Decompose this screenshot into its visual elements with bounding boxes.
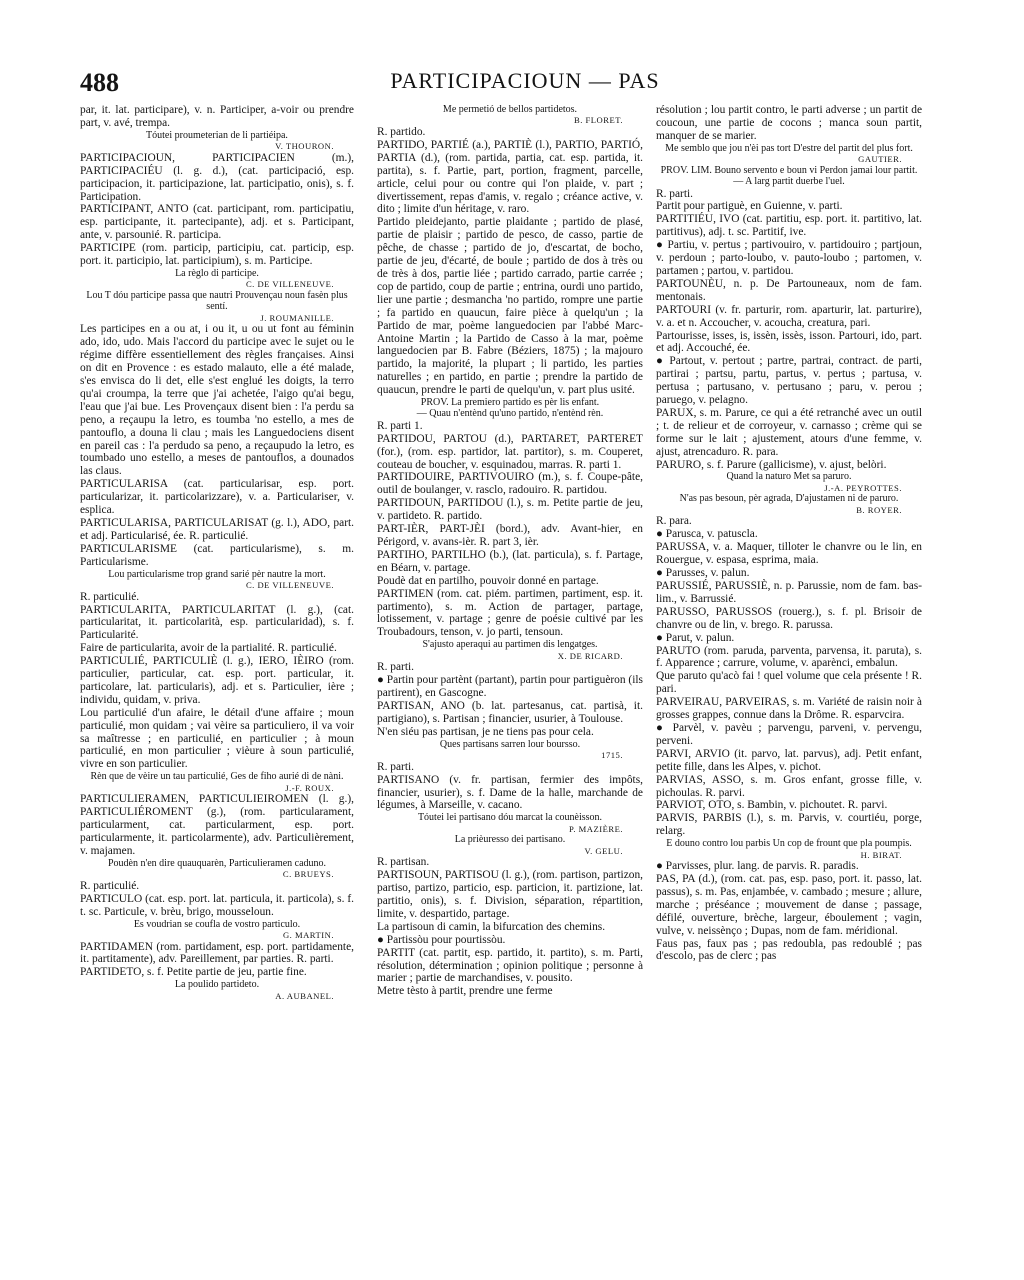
dictionary-entry: PARTOURI (v. fr. parturir, rom. aparturir, lat. parturire), v. a. et n. Accoucher, v. acoucha, creatura, pari. [656,303,922,329]
page-number: 488 [80,68,119,97]
dictionary-entry: PART-IÈR, PART-JÈI (bord.), adv. Avant-hier, en Périgord, v. avans-ièr. R. part 3, ièr. [377,523,643,548]
dictionary-entry: PARTIDOU, PARTOU (d.), PARTARET, PARTERET (for.), (rom. esp. partidor, lat. partitor), s. m. Couperet, couteau de boucher, v. esquinadou, marras. R. parti 1. [377,432,643,471]
quote-author: 1715. [601,750,623,761]
dictionary-entry: PAS, PA (d.), (rom. cat. pas, esp. paso, port. it. passo, lat. passus), s. m. Pas, enjambée, v. cambado ; mesure ; allure, marche ; préséance ; mouvement de danse ; passage, défilé, ouverture, brèche, largeur, éboulement ; vagin, vulve, v. neissènço ; Dupas, nom de fam. méridional. [656,873,922,937]
quote-author: J.-A. PEYROTTES. [824,482,902,493]
quote-author: J. ROUMANILLE. [260,312,334,323]
dictionary-entry: PARTISANO (v. fr. partisan, fermier des impôts, financier, usurier), s. f. Dame de la halle, marchande de légumes, à Marseille, v. cacano. [377,773,643,812]
dictionary-entry: PARTICULARISA (cat. particularisar, esp. port. particularizar, it. particolarizzare), v. a. Particulariser, v. esplica. [80,478,354,517]
dictionary-entry: Partourisse, isses, is, issèn, issès, isson. Partouri, ido, part. et adj. Accouché, ée. [656,329,922,355]
dictionary-entry: R. parti 1. [377,419,423,432]
dictionary-entry: R. partisan. [377,856,430,869]
text-column-right [656,104,922,963]
dictionary-entry: Partit pour partiguè, en Guienne, v. parti. [656,200,843,213]
dictionary-entry: PARTICULIERAMEN, PARTICULIEIROMEN (l. g.), PARTICULIÉROMENT (g.), (rom. particularament, particularment, cat. particularment, esp. port. particularmente, it. particolarmente), adv. Particulièrement, v. majamen. [80,793,354,857]
dictionary-entry: Metre tèsto à partit, prendre une ferme [377,985,553,998]
dictionary-entry: PARTIT (cat. partit, esp. partido, it. partito), s. m. Parti, résolution, détermination ; opinion politique ; personne à marier ; partie de marchandises, v. pousito. [377,946,643,985]
quotation: — Quau n'entènd qu'uno partido, n'entènd rèn. [416,408,604,420]
running-title: PARTICIPACIOUN — PAS [390,68,660,93]
dictionary-entry: Que paruto qu'acò fai ! quel volume que cela présente ! R. pari. [656,670,922,696]
quotation: Lou particularisme trop grand sarié pèr nautre la mort. [108,568,326,580]
quote-author: C. DE VILLENEUVE. [245,279,334,290]
dictionary-entry: PARVEIRAU, PARVEIRAS, s. m. Variété de raisin noir à grosses grappes, connue dans la Drôme. R. esparvcira. [656,696,922,722]
dictionary-entry: ● Parvèl, v. pavèu ; parvengu, parveni, v. pervengu, perveni. [656,721,922,747]
dictionary-entry: PARUSSIÉ, PARUSSIÈ, n. p. Parussie, nom de fam. bas-lim., v. Barrussié. [656,580,922,605]
quote-author: A. AUBANEL. [275,990,334,1001]
dictionary-entry: PARTOUNÈU, n. p. De Partouneaux, nom de fam. mentonais. [656,277,922,303]
text-column-left [80,104,354,1001]
quote-author: X. DE RICARD. [557,650,623,661]
dictionary-entry: PARTICULARITA, PARTICULARITAT (l. g.), (cat. particularitat, it. particolarità, esp. particularidad), s. f. Particularité. [80,603,354,642]
quote-author: C. BRUEYS. [282,869,334,880]
dictionary-entry: PARTICULO (cat. esp. port. lat. particula, it. particola), s. f. t. sc. Particule, v. brèu, brigo, mousseloun. [80,892,354,918]
dictionary-entry: PARTIDOUIRE, PARTIVOUIRO (m.), s. f. Coupe-pâte, outil de boulanger, v. rasclo, radouiro. R. partidou. [377,471,643,497]
quotation: La règlo di participe. [175,267,259,279]
dictionary-entry: PARTICULIÉ, PARTICULIÈ (l. g.), IERO, IÈIRO (rom. particulier, particular, cat. esp. port. particular, it. particolare, lat. particularis), adj. et s. Particulier, ière ; individu, quidam, v. priva. [80,655,354,706]
quote-author: H. BIRAT. [860,849,902,860]
dictionary-entry: R. parti. [377,760,415,773]
dictionary-entry: N'en siéu pas partisan, je ne tiens pas pour cela. [377,725,594,738]
text-column-middle [377,104,643,998]
dictionary-entry: PARTICIPACIOUN, PARTICIPACIEN (m.), PARTICIPACIÉU (l. g. d.), (cat. participació, esp. participacion, it. participazione, lat. participatio, onis), s. f. Participation. [80,151,354,203]
quote-author: V. GELU. [584,845,623,856]
quote-author: P. MAZIÈRE. [569,823,623,834]
dictionary-entry: PARUX, s. m. Parure, ce qui a été retranché avec un outil ; t. de relieur et de corroyeur, v. carnasso ; crème qui se forme sur le lait ; ajustement, atours d'une femme, v. ajust, atrencaduro. R. para. [656,406,922,458]
dictionary-entry: R. partido. [377,126,426,138]
quote-author: B. FLORET. [573,115,623,126]
quote-author: G. MARTIN. [282,929,334,940]
dictionary-entry: PARVI, ARVIO (it. parvo, lat. parvus), adj. Petit enfant, petite fille, dans les Alpes, v. pichot. [656,747,922,773]
quotation: Ques partisans sarren lour boursso. [439,738,581,750]
dictionary-entry: R. particulié. [80,590,140,603]
dictionary-entry: PARTICIPE (rom. particip, participiu, cat. particip, esp. port. it. participio, lat. participium), s. m. Participe. [80,242,354,268]
dictionary-entry: PARUTO (rom. paruda, parventa, parvensa, it. paruta), s. f. Apparence ; carrure, volume, v. aparènci, embalun. [656,644,922,670]
dictionary-entry: La partisoun di camin, la bifurcation des chemins. [377,920,606,933]
quote-author: J.-F. ROUX. [285,782,334,793]
dictionary-entry: PARTIDETO, s. f. Petite partie de jeu, partie fine. [80,966,307,979]
dictionary-entry: PARUSSA, v. a. Maquer, tilloter le chanvre ou le lin, en Rouergue, v. espasa, esprima, maia. [656,541,922,567]
quotation: La poulido partideto. [174,979,260,991]
quotation: — A larg partit duerbe l'uel. [733,176,845,188]
dictionary-entry: ● Partout, v. pertout ; partre, partrai, contract. de parti, partirai ; partsu, partu, partus, v. pertus ; partusa, v. pertusa ; partusano, v. pertusano ; paru, v. perou ; paruego, v. pelagno. [656,355,922,407]
quotation: Es voudrian se coufla de vostro particulo. [133,918,301,930]
quotation: Poudèn n'en dire quauquarèn, Particulieramen caduno. [107,857,327,869]
quotation: Quand la naturo Met sa paruro. [726,471,852,483]
quotation: PROV. LIM. Bouno servento e boun vi Perdon jamai lour partit. [660,164,918,176]
quotation: PROV. La premiero partido es pèr lis enfant. [420,397,600,409]
dictionary-entry: Lou particulié d'un afaire, le détail d'une affaire ; moun particulié, mon quidam ; vai vèire sa particuliero, il va voir sa maîtresse ; en particulié, en particulier ; à moun particulié, en mon particulier ; vièure à soun particulié, vivre en son particulier. [80,706,354,771]
quotation: Tóutei proumeterian de li partiéipa. [146,129,288,141]
dictionary-entry: ● Partiu, v. pertus ; partivouiro, v. partidouiro ; partjoun, v. perdoun ; parto-loubo, v. pauto-loubo ; partomen, v. partamen ; partou, v. partidou. [656,239,922,277]
dictionary-entry: R. parti. [377,661,415,674]
dictionary-entry: PARTISAN, ANO (b. lat. partesanus, cat. partisà, it. partigiano), s. Partisan ; financier, usurier, à Toulouse. [377,699,643,725]
dictionary-entry: R. particulié. [80,879,140,892]
dictionary-entry: PARUSSO, PARUSSOS (rouerg.), s. f. pl. Brisoir de chanvre ou de lin, v. brego. R. parussa. [656,605,922,631]
quotation: Tóutei lei partisano dóu marcat la counèisson. [417,812,603,824]
dictionary-entry: PARTIHO, PARTILHO (b.), (lat. particula), s. f. Partage, en Béarn, v. partage. [377,548,643,574]
dictionary-entry: Poudè dat en partilho, pouvoir donné en partage. [377,574,599,587]
quotation: La prièuresso dei partisano. [454,834,566,846]
dictionary-entry: PARTIMEN (rom. cat. piém. partimen, partiment, esp. it. partimento), s. m. Action de partager, partage, lotissement, v. partage ; genre de poésie cultivé par les Troubadours, tenson, v. jo parti, tensoun. [377,587,643,639]
quotation: Me semblo que jou n'èi pas tort D'estre del partit del plus fort. [665,142,913,154]
dictionary-entry: PARURO, s. f. Parure (gallicisme), v. ajust, belòri. [656,458,887,471]
dictionary-entry: PARVIS, PARBIS (l.), s. m. Parvis, v. courtiéu, porge, relarg. [656,812,922,838]
dictionary-entry: Partido pleidejanto, partie plaidante ; partido de plasé, partie de plaisir ; partido de pesco, de casso, partie de pêche, de chasse ; partido de jo, d'escartat, de bocho, partie de jeu, d'écarté, de boule ; partido de dos à très ou de très à dos, partie liée ; partido carrado, partie carrée ; cop de partido, coup de partie ; entrina, ourdi uno partido, lier une partie ; desmancha 'no partido, rompre une partie ; fa partido en quaucun, faire pièce à quelqu'un ; la Partido de mar, poème languedocien par l'abbé Marc-Antoine Martin ; la Partido de Casso à la mar, poème languedocien par B. Fabre (Béziers, 1875) ; la majouro partido, la majorité, la plupart ; li partido, les parties naturelles ; en partido, en partie ; prendre la partido de quaucun, prendre le parti de quelqu'un, v. part plus usité. [377,216,643,397]
dictionary-entry: ● Parvisses, plur. lang. de parvis. R. paradis. [656,860,859,873]
dictionary-entry: PARTISOUN, PARTISOU (l. g.), (rom. partison, partizon, partiso, partizo, particio, esp. particion, it. partizione, lat. partitio, onis), s. f. Division, séparation, répartition, limite, v. despartido, partage. [377,869,643,920]
quotation: S'ajusto aperaqui au partimen dis lengatges. [422,639,598,651]
quotation: Me permetió de bellos partidetos. [442,104,578,115]
dictionary-entry: PARVIAS, ASSO, s. m. Gros enfant, grosse fille, v. pichoulas. R. parvi. [656,773,922,799]
dictionary-entry: PARTIDAMEN (rom. partidament, esp. port. partidamente, it. partitamente), adv. Pareillement, par parties. R. parti. [80,940,354,966]
dictionary-entry: Faire de particularita, avoir de la partialité. R. particulié. [80,642,337,655]
dictionary-entry: PARTICIPANT, ANTO (cat. participant, rom. participatiu, esp. participante, it. partecipante), adj. et s. Participant, ante, v. parsounié. R. participa. [80,203,354,242]
dictionary-entry: ● Partissòu pour pourtissòu. [377,933,506,946]
quote-author: C. DE VILLENEUVE. [245,580,334,590]
dictionary-entry: par, it. lat. participare), v. n. Participer, a-voir ou prendre part, v. avé, trempa. [80,104,354,129]
dictionary-entry: PARTITIÉU, IVO (cat. partitiu, esp. port. it. partitivo, lat. partitivus), adj. t. sc. Partitif, ive. [656,213,922,239]
dictionary-entry: ● Parusses, v. palun. [656,567,750,580]
dictionary-entry: ● Partin pour partènt (partant), partin pour partiguèron (ils partirent), en Gascogne. [377,674,643,700]
dictionary-entry: Les participes en a ou at, i ou it, u ou ut font au féminin ado, ido, udo. Mais l'accord du participe avec le sujet ou le régime diffère essentiellement des règles françaises. Ainsi on dit en Provence : es estado malauto, elle a été malade, s'es envisca do li det, elle s'est englué les doigts, la terro qu'ai croumpa, la terre que j'ai achetée, l'aigo qu'ai begu, l'eau que j'ai bue. Les Provençaux disent bien : l'a perdu sa peno, a reçaupu la letro, es toumba 'no estello, a mes de pantouflo, a douna li clau ; mais les Languedociens disent en pareil cas : l'a perdudo sa peno, a reçaupudo la letro, es toumbado uno estello, a meses de pantouflos, a dounados las claus. [80,323,354,478]
dictionary-entry: PARTICULARISA, PARTICULARISAT (g. l.), ADO, part. et adj. Particularisé, ée. R. particulié. [80,516,354,542]
quotation: E douno contro lou parbis Un cop de frount que pla poumpis. [666,838,912,850]
dictionary-entry: PARTIDOUN, PARTIDOU (l.), s. m. Petite partie de jeu, v. partideto. R. partido. [377,497,643,523]
dictionary-entry: PARTIDO, PARTIÉ (a.), PARTIÈ (l.), PARTIO, PARTIÓ, PARTIA (d.), (rom. partida, partia, cat. esp. partida, it. partita), s. f. Partie, part, portion, fragment, parcelle, article, celui pour ou contre qui l'on plaide, v. part ; divertissement, repas d'amis, v. regalo ; créance active, v. dito ; limite d'un héritage, v. raro. [377,138,643,216]
dictionary-entry: PARVIOT, OTO, s. Bambin, v. pichoutet. R. parvi. [656,799,888,812]
dictionary-entry: R. parti. [656,187,694,200]
dictionary-entry: ● Parut, v. palun. [656,631,735,644]
quotation: N'as pas besoun, pèr agrada, D'ajustamen ni de paruro. [679,493,899,505]
dictionary-entry: PARTICULARISME (cat. particularisme), s. m. Particularisme. [80,542,354,568]
quotation: Rèn que de vèire un tau particulié, Ges de fiho aurié di de nàni. [90,771,344,783]
quotation: Lou T dóu participe passa que nautri Prouvençau noun fasèn plus sentí. [86,289,348,313]
dictionary-entry: résolution ; lou partit contro, le parti adverse ; un partit de coucoun, une partie de cocons ; manca soun partit, manquer de se marier. [656,104,922,142]
dictionary-entry: R. para. [656,515,692,528]
page-header [0,68,1024,108]
quote-author: B. ROYER. [856,504,902,515]
quote-author: GAUTIER. [858,154,902,165]
dictionary-entry: ● Parusca, v. patuscla. [656,528,758,541]
quote-author: V. THOURON. [275,141,334,152]
dictionary-entry: Faus pas, faux pas ; pas redoubla, pas redoublé ; pas d'escolo, pas de clerc ; pas [656,937,922,963]
